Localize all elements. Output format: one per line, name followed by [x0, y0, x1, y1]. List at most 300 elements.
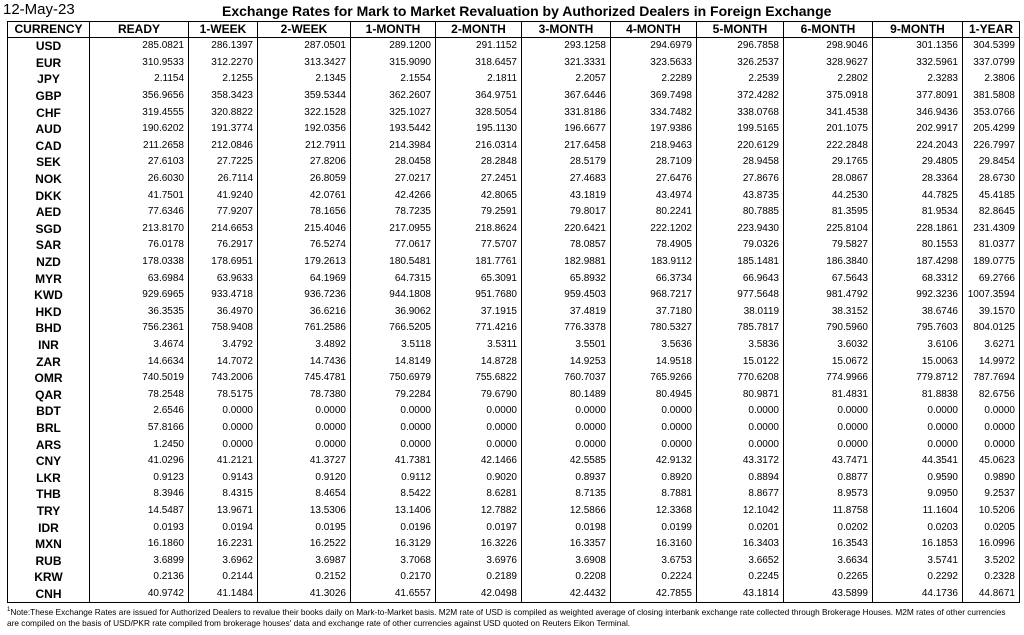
table-row: [8, 569, 1020, 586]
rate-cell: 0.0202: [784, 519, 873, 536]
rate-cell: 1007.3594: [963, 287, 1020, 304]
rate-cell: 226.7997: [963, 138, 1020, 155]
rate-cell: 760.7037: [522, 370, 611, 387]
rate-cell: 0.0203: [873, 519, 963, 536]
rate-cell: 0.0000: [351, 403, 436, 420]
rate-cell: 79.2284: [351, 386, 436, 403]
rate-cell: 0.0000: [784, 403, 873, 420]
rate-cell: 321.3331: [522, 55, 611, 72]
column-header: 1-YEAR: [963, 22, 1020, 38]
rate-cell: 182.9881: [522, 254, 611, 271]
rate-cell: 285.0821: [90, 38, 189, 55]
rate-cell: 43.8735: [697, 187, 784, 204]
rate-cell: 42.1466: [436, 453, 522, 470]
rate-cell: 76.5274: [258, 237, 351, 254]
rate-cell: 12.1042: [697, 503, 784, 520]
rate-cell: 37.1915: [436, 304, 522, 321]
report-date: 12-May-23: [3, 1, 75, 18]
rate-cell: 224.2043: [873, 138, 963, 155]
rate-cell: 8.6281: [436, 486, 522, 503]
column-header: 9-MONTH: [873, 22, 963, 38]
rate-cell: 44.1736: [873, 586, 963, 603]
rate-cell: 992.3236: [873, 287, 963, 304]
rate-cell: 12.3368: [611, 503, 697, 520]
rate-cell: 2.1154: [90, 71, 189, 88]
rate-cell: 761.2586: [258, 320, 351, 337]
rate-cell: 214.6653: [189, 221, 258, 238]
rate-cell: 951.7680: [436, 287, 522, 304]
rate-cell: 8.7135: [522, 486, 611, 503]
rate-cell: 12.7882: [436, 503, 522, 520]
table-row: [8, 370, 1020, 387]
currency-code: QAR: [8, 386, 90, 403]
rate-cell: 185.1481: [697, 254, 784, 271]
rate-cell: 27.8206: [258, 154, 351, 171]
rate-cell: 933.4718: [189, 287, 258, 304]
rate-cell: 38.3152: [784, 304, 873, 321]
table-row: [8, 171, 1020, 188]
column-header: 1-MONTH: [351, 22, 436, 38]
rate-cell: 43.1814: [697, 586, 784, 603]
rate-cell: 3.5311: [436, 337, 522, 354]
column-header: CURRENCY: [8, 22, 90, 38]
rate-cell: 66.9643: [697, 270, 784, 287]
rate-cell: 43.3172: [697, 453, 784, 470]
rate-cell: 364.9751: [436, 88, 522, 105]
currency-code: RUB: [8, 552, 90, 569]
rate-cell: 304.5399: [963, 38, 1020, 55]
rate-cell: 0.9143: [189, 469, 258, 486]
column-header: 4-MONTH: [611, 22, 697, 38]
rate-cell: 0.9590: [873, 469, 963, 486]
rate-cell: 0.2245: [697, 569, 784, 586]
rate-cell: 41.0296: [90, 453, 189, 470]
rate-cell: 3.6899: [90, 552, 189, 569]
rate-cell: 968.7217: [611, 287, 697, 304]
currency-code: TRY: [8, 503, 90, 520]
rate-cell: 0.9123: [90, 469, 189, 486]
table-header-row: [8, 22, 1020, 38]
rate-cell: 27.7225: [189, 154, 258, 171]
rate-cell: 66.3734: [611, 270, 697, 287]
rate-cell: 774.9966: [784, 370, 873, 387]
rate-cell: 0.0000: [784, 420, 873, 437]
rate-cell: 16.1853: [873, 536, 963, 553]
rate-cell: 29.8454: [963, 154, 1020, 171]
rate-cell: 80.2241: [611, 204, 697, 221]
table-row: [8, 187, 1020, 204]
rate-cell: 298.9046: [784, 38, 873, 55]
currency-code: KWD: [8, 287, 90, 304]
rate-cell: 362.2607: [351, 88, 436, 105]
rate-cell: 199.5165: [697, 121, 784, 138]
column-header: 3-MONTH: [522, 22, 611, 38]
rate-cell: 28.5179: [522, 154, 611, 171]
rate-cell: 80.1489: [522, 386, 611, 403]
rate-cell: 0.0193: [90, 519, 189, 536]
rate-cell: 367.6446: [522, 88, 611, 105]
column-header: 2-WEEK: [258, 22, 351, 38]
rate-cell: 334.7482: [611, 104, 697, 121]
table-row: [8, 519, 1020, 536]
rate-cell: 28.3364: [873, 171, 963, 188]
rate-cell: 16.1860: [90, 536, 189, 553]
rate-cell: 202.9917: [873, 121, 963, 138]
rate-cell: 14.7072: [189, 353, 258, 370]
rate-cell: 346.9436: [873, 104, 963, 121]
rate-cell: 0.0198: [522, 519, 611, 536]
rate-cell: 296.7858: [697, 38, 784, 55]
rate-cell: 42.5585: [522, 453, 611, 470]
rate-cell: 216.0314: [436, 138, 522, 155]
rate-cell: 45.4185: [963, 187, 1020, 204]
rate-cell: 337.0799: [963, 55, 1020, 72]
table-row: [8, 254, 1020, 271]
rate-cell: 0.0000: [436, 403, 522, 420]
rate-cell: 2.1554: [351, 71, 436, 88]
rate-cell: 0.2328: [963, 569, 1020, 586]
rate-cell: 0.2292: [873, 569, 963, 586]
rate-cell: 8.8677: [697, 486, 784, 503]
rate-cell: 0.0000: [258, 403, 351, 420]
rate-cell: 42.7855: [611, 586, 697, 603]
rate-cell: 15.0122: [697, 353, 784, 370]
rate-cell: 293.1258: [522, 38, 611, 55]
rate-cell: 197.9386: [611, 121, 697, 138]
rate-cell: 381.5808: [963, 88, 1020, 105]
table-row: [8, 386, 1020, 403]
currency-code: LKR: [8, 469, 90, 486]
rate-cell: 795.7603: [873, 320, 963, 337]
rate-cell: 0.0000: [963, 436, 1020, 453]
currency-code: CNH: [8, 586, 90, 603]
rate-cell: 16.3129: [351, 536, 436, 553]
table-row: [8, 55, 1020, 72]
rate-cell: 8.9573: [784, 486, 873, 503]
rate-cell: 78.5175: [189, 386, 258, 403]
rate-cell: 41.7501: [90, 187, 189, 204]
rate-cell: 977.5648: [697, 287, 784, 304]
rate-cell: 981.4792: [784, 287, 873, 304]
rate-cell: 42.0498: [436, 586, 522, 603]
rate-cell: 310.9533: [90, 55, 189, 72]
rate-cell: 37.7180: [611, 304, 697, 321]
rate-cell: 29.1765: [784, 154, 873, 171]
rate-cell: 0.0195: [258, 519, 351, 536]
rate-cell: 312.2270: [189, 55, 258, 72]
rate-cell: 322.1528: [258, 104, 351, 121]
rate-cell: 0.0000: [963, 420, 1020, 437]
rate-cell: 289.1200: [351, 38, 436, 55]
rate-cell: 181.7761: [436, 254, 522, 271]
rate-cell: 63.6984: [90, 270, 189, 287]
rate-cell: 28.9458: [697, 154, 784, 171]
rate-cell: 776.3378: [522, 320, 611, 337]
rate-cell: 38.6746: [873, 304, 963, 321]
rate-cell: 222.1202: [611, 221, 697, 238]
rate-cell: 79.0326: [697, 237, 784, 254]
table-row: [8, 403, 1020, 420]
rate-cell: 44.7825: [873, 187, 963, 204]
rate-cell: 315.9090: [351, 55, 436, 72]
rate-cell: 358.3423: [189, 88, 258, 105]
rate-cell: 0.0000: [873, 436, 963, 453]
rate-cell: 2.1345: [258, 71, 351, 88]
rate-cell: 0.0000: [189, 403, 258, 420]
currency-code: SGD: [8, 221, 90, 238]
table-row: [8, 138, 1020, 155]
rate-cell: 78.1656: [258, 204, 351, 221]
rate-cell: 0.2265: [784, 569, 873, 586]
rate-cell: 16.3226: [436, 536, 522, 553]
rate-cell: 14.9253: [522, 353, 611, 370]
rate-cell: 16.3543: [784, 536, 873, 553]
rate-cell: 42.9132: [611, 453, 697, 470]
column-header: READY: [90, 22, 189, 38]
rate-cell: 11.1604: [873, 503, 963, 520]
rate-cell: 211.2658: [90, 138, 189, 155]
rate-cell: 80.1553: [873, 237, 963, 254]
rate-cell: 3.6753: [611, 552, 697, 569]
currency-code: CNY: [8, 453, 90, 470]
rate-cell: 0.0000: [258, 420, 351, 437]
rate-cell: 353.0766: [963, 104, 1020, 121]
rate-cell: 0.8894: [697, 469, 784, 486]
rate-cell: 178.6951: [189, 254, 258, 271]
rate-cell: 15.0063: [873, 353, 963, 370]
rate-cell: 79.6790: [436, 386, 522, 403]
rate-cell: 79.8017: [522, 204, 611, 221]
rate-cell: 28.7109: [611, 154, 697, 171]
rate-cell: 225.8104: [784, 221, 873, 238]
rate-cell: 27.4683: [522, 171, 611, 188]
rate-cell: 770.6208: [697, 370, 784, 387]
footnote-text: Note:These Exchange Rates are issued for Authorized Dealers to revalue their books daily on Mark-to-Market basis. M2M rate of USD is compiled as weighted average of closing interbank exchange rate collected through Brokerage Houses. M2M rates of other currencies are compiled on the basis of USD/PKR rate compiled from brokerage houses' data and exchange rate of other currencies against USD quoted on Reuters Eikon Terminal.: [7, 606, 1006, 628]
rate-cell: 8.5422: [351, 486, 436, 503]
rate-cell: 740.5019: [90, 370, 189, 387]
rate-cell: 63.9633: [189, 270, 258, 287]
table-row: [8, 436, 1020, 453]
rate-cell: 0.0000: [873, 420, 963, 437]
rate-cell: 0.2170: [351, 569, 436, 586]
rate-cell: 755.6822: [436, 370, 522, 387]
rate-cell: 178.0338: [90, 254, 189, 271]
rate-cell: 0.2224: [611, 569, 697, 586]
rate-cell: 212.7911: [258, 138, 351, 155]
rate-cell: 804.0125: [963, 320, 1020, 337]
rate-cell: 64.1969: [258, 270, 351, 287]
rate-cell: 43.7471: [784, 453, 873, 470]
currency-code: NOK: [8, 171, 90, 188]
rate-cell: 0.0000: [963, 403, 1020, 420]
currency-code: MYR: [8, 270, 90, 287]
rate-cell: 42.0761: [258, 187, 351, 204]
rate-cell: 375.0918: [784, 88, 873, 105]
table-row: [8, 287, 1020, 304]
rate-cell: 331.8186: [522, 104, 611, 121]
rate-cell: 223.9430: [697, 221, 784, 238]
rate-cell: 0.0197: [436, 519, 522, 536]
rate-cell: 3.6987: [258, 552, 351, 569]
rate-cell: 929.6965: [90, 287, 189, 304]
rate-cell: 78.7235: [351, 204, 436, 221]
rate-cell: 41.2121: [189, 453, 258, 470]
table-row: [8, 154, 1020, 171]
rate-cell: 36.6216: [258, 304, 351, 321]
table-row: [8, 586, 1020, 603]
rate-cell: 771.4216: [436, 320, 522, 337]
rate-cell: 0.0196: [351, 519, 436, 536]
table-row: [8, 453, 1020, 470]
currency-code: CHF: [8, 104, 90, 121]
rate-cell: 287.0501: [258, 38, 351, 55]
rate-cell: 27.2451: [436, 171, 522, 188]
rate-cell: 0.0000: [522, 403, 611, 420]
currency-code: BHD: [8, 320, 90, 337]
rate-cell: 14.9972: [963, 353, 1020, 370]
rate-cell: 10.5206: [963, 503, 1020, 520]
rate-cell: 44.3541: [873, 453, 963, 470]
rate-cell: 3.5501: [522, 337, 611, 354]
rate-cell: 191.3774: [189, 121, 258, 138]
rate-cell: 0.0000: [189, 436, 258, 453]
rate-cell: 29.4805: [873, 154, 963, 171]
rate-cell: 26.6030: [90, 171, 189, 188]
rate-cell: 220.6129: [697, 138, 784, 155]
rate-cell: 231.4309: [963, 221, 1020, 238]
table-row: [8, 552, 1020, 569]
table-row: [8, 104, 1020, 121]
currency-code: USD: [8, 38, 90, 55]
rate-cell: 36.9062: [351, 304, 436, 321]
rate-cell: 372.4282: [697, 88, 784, 105]
rate-cell: 26.8059: [258, 171, 351, 188]
currency-code: OMR: [8, 370, 90, 387]
rate-cell: 41.3727: [258, 453, 351, 470]
rate-cell: 0.0000: [611, 420, 697, 437]
rate-cell: 37.4819: [522, 304, 611, 321]
currency-code: AUD: [8, 121, 90, 138]
rate-cell: 0.9020: [436, 469, 522, 486]
rate-cell: 3.6271: [963, 337, 1020, 354]
rate-cell: 38.0119: [697, 304, 784, 321]
rate-cell: 212.0846: [189, 138, 258, 155]
rate-cell: 36.4970: [189, 304, 258, 321]
rate-cell: 0.9890: [963, 469, 1020, 486]
rate-cell: 3.6962: [189, 552, 258, 569]
rate-cell: 28.0458: [351, 154, 436, 171]
rate-cell: 756.2361: [90, 320, 189, 337]
rate-cell: 758.9408: [189, 320, 258, 337]
rate-cell: 0.0000: [522, 420, 611, 437]
rate-cell: 15.0672: [784, 353, 873, 370]
rate-cell: 187.4298: [873, 254, 963, 271]
rate-cell: 186.3840: [784, 254, 873, 271]
rate-cell: 78.2548: [90, 386, 189, 403]
rate-cell: 217.6458: [522, 138, 611, 155]
currency-code: INR: [8, 337, 90, 354]
table-row: [8, 486, 1020, 503]
currency-code: MXN: [8, 536, 90, 553]
rate-cell: 301.1356: [873, 38, 963, 55]
rate-cell: 80.4945: [611, 386, 697, 403]
rate-cell: 41.9240: [189, 187, 258, 204]
rate-cell: 8.4654: [258, 486, 351, 503]
currency-code: NZD: [8, 254, 90, 271]
rate-cell: 213.8170: [90, 221, 189, 238]
currency-code: SAR: [8, 237, 90, 254]
currency-code: BRL: [8, 420, 90, 437]
rate-cell: 79.2591: [436, 204, 522, 221]
rate-cell: 0.0205: [963, 519, 1020, 536]
rate-cell: 27.6476: [611, 171, 697, 188]
rate-cell: 332.5961: [873, 55, 963, 72]
rate-cell: 16.2522: [258, 536, 351, 553]
rate-cell: 328.5054: [436, 104, 522, 121]
rate-cell: 3.6106: [873, 337, 963, 354]
rate-cell: 0.8877: [784, 469, 873, 486]
rate-cell: 0.0000: [258, 436, 351, 453]
rate-cell: 196.6677: [522, 121, 611, 138]
table-body: [8, 38, 1020, 603]
rate-cell: 0.0000: [189, 420, 258, 437]
rate-cell: 3.5741: [873, 552, 963, 569]
rate-cell: 326.2537: [697, 55, 784, 72]
rate-cell: 787.7694: [963, 370, 1020, 387]
rate-cell: 14.6634: [90, 353, 189, 370]
rate-cell: 79.5827: [784, 237, 873, 254]
rate-cell: 0.0000: [436, 436, 522, 453]
rate-cell: 69.2766: [963, 270, 1020, 287]
rate-cell: 13.5306: [258, 503, 351, 520]
rate-cell: 338.0768: [697, 104, 784, 121]
rate-cell: 192.0356: [258, 121, 351, 138]
rate-cell: 320.8822: [189, 104, 258, 121]
table-row: [8, 320, 1020, 337]
rate-cell: 3.4792: [189, 337, 258, 354]
rate-cell: 2.3283: [873, 71, 963, 88]
rate-cell: 41.7381: [351, 453, 436, 470]
rate-cell: 65.8932: [522, 270, 611, 287]
rate-cell: 201.1075: [784, 121, 873, 138]
rate-cell: 341.4538: [784, 104, 873, 121]
rate-cell: 0.9112: [351, 469, 436, 486]
rate-cell: 936.7236: [258, 287, 351, 304]
rate-cell: 377.8091: [873, 88, 963, 105]
rate-cell: 14.9518: [611, 353, 697, 370]
currency-code: AED: [8, 204, 90, 221]
rate-cell: 3.6908: [522, 552, 611, 569]
footnote-marker: 1: [7, 607, 11, 613]
rate-cell: 189.0775: [963, 254, 1020, 271]
rate-cell: 57.8166: [90, 420, 189, 437]
rate-cell: 13.9671: [189, 503, 258, 520]
rate-cell: 16.3357: [522, 536, 611, 553]
rate-cell: 2.2289: [611, 71, 697, 88]
rate-cell: 76.0178: [90, 237, 189, 254]
rate-cell: 743.2006: [189, 370, 258, 387]
rate-cell: 3.7068: [351, 552, 436, 569]
rate-cell: 0.2144: [189, 569, 258, 586]
currency-code: ZAR: [8, 353, 90, 370]
rate-cell: 2.2539: [697, 71, 784, 88]
rate-cell: 780.5327: [611, 320, 697, 337]
rate-cell: 26.7114: [189, 171, 258, 188]
rate-cell: 220.6421: [522, 221, 611, 238]
table-row: [8, 237, 1020, 254]
rate-cell: 218.8624: [436, 221, 522, 238]
rate-cell: 13.1406: [351, 503, 436, 520]
